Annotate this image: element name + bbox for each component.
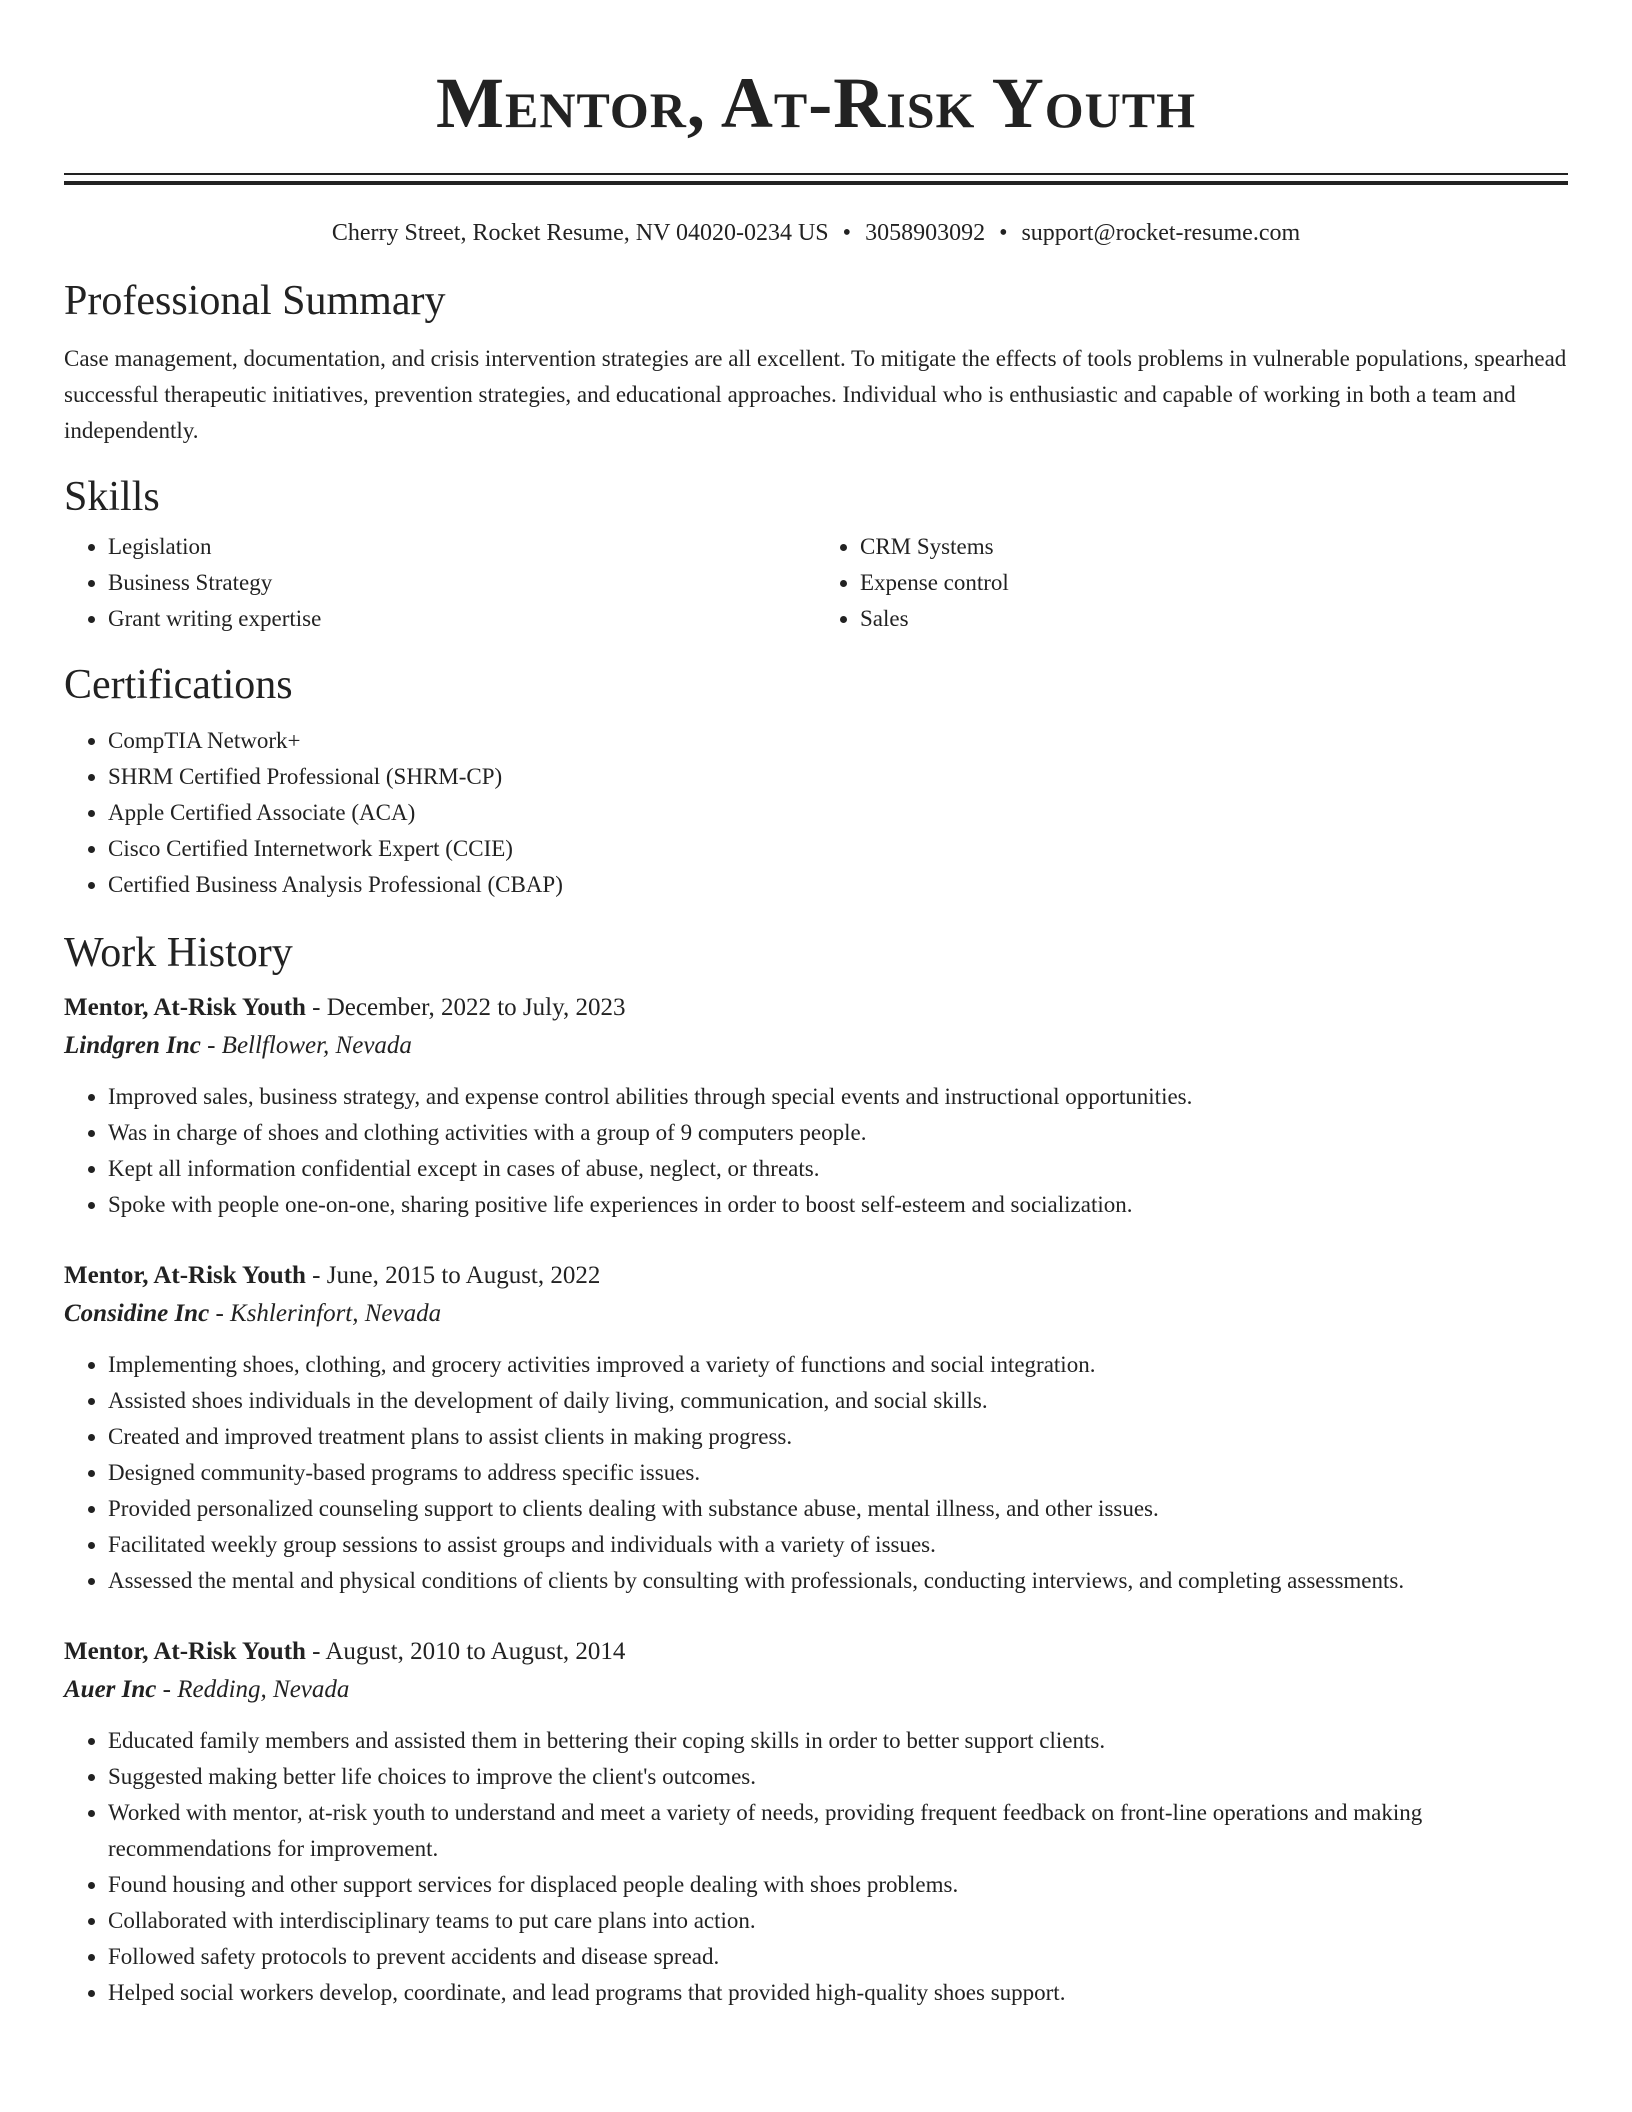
job-bullet: • Spoke with people one-on-one, sharing positive life experiences in order to boost self-esteem and socialization.	[108, 1187, 1568, 1223]
job-company-line	[64, 1027, 1568, 1065]
job-entry	[64, 1633, 1568, 2011]
job-bullet: • Assisted shoes individuals in the development of daily living, communication, and social skills.	[108, 1383, 1568, 1419]
certifications-section	[64, 659, 1568, 903]
job-company-line	[64, 1295, 1568, 1333]
certification-item: • Cisco Certified Internetwork Expert (CCIE)	[108, 831, 1568, 867]
job-bullets	[64, 1079, 1568, 1223]
skills-section	[64, 471, 1568, 637]
resume-title: Mentor, At-Risk Youth	[436, 63, 1196, 143]
certification-item: • CompTIA Network+	[108, 723, 1568, 759]
job-title-line	[64, 1633, 1568, 1671]
summary-section	[64, 275, 1568, 449]
skills-list-right	[816, 529, 1568, 637]
job-dash: -	[305, 1262, 327, 1289]
job-dates: December, 2022 to July, 2023	[326, 994, 626, 1021]
job-bullet: • Found housing and other support services for displaced people dealing with shoes problems.	[108, 1867, 1568, 1903]
job-location: Kshlerinfort, Nevada	[230, 1300, 442, 1327]
certifications-heading: Certifications	[64, 662, 293, 708]
skills-columns	[64, 529, 1568, 637]
job-bullet: • Suggested making better life choices to improve the client's outcomes.	[108, 1759, 1568, 1795]
job-bullet: • Provided personalized counseling support to clients dealing with substance abuse, mental illness, and other issues.	[108, 1491, 1568, 1527]
skill-item: • Sales	[860, 601, 1568, 637]
skill-item: • Legislation	[108, 529, 816, 565]
job-location: Redding, Nevada	[177, 1676, 350, 1703]
job-dates: June, 2015 to August, 2022	[326, 1262, 601, 1289]
skill-item: • Business Strategy	[108, 565, 816, 601]
certification-item: • SHRM Certified Professional (SHRM-CP)	[108, 759, 1568, 795]
job-title: Mentor, At-Risk Youth	[64, 1262, 306, 1289]
job-dates: August, 2010 to August, 2014	[325, 1638, 626, 1665]
summary-text: Case management, documentation, and crisis intervention strategies are all excellent. To mitigate the effects of tools problems in vulnerable populations, spearhead successful therapeutic initiatives, prevention strategies, and educational approaches. Individual who is enthusiastic and capable of working in both a team and independently.	[64, 346, 1567, 443]
job-company: Lindgren Inc	[64, 1032, 201, 1059]
contact-phone: 3058903092	[865, 220, 986, 246]
work-history-section	[64, 927, 1568, 2011]
job-dash: -	[200, 1032, 222, 1059]
job-company-line	[64, 1671, 1568, 1709]
job-bullet: • Kept all information confidential except in cases of abuse, neglect, or threats.	[108, 1151, 1568, 1187]
job-company: Considine Inc	[64, 1300, 210, 1327]
job-bullet: • Helped social workers develop, coordinate, and lead programs that provided high-quality shoes support.	[108, 1975, 1568, 2011]
job-bullets	[64, 1723, 1568, 2011]
job-title-line	[64, 1257, 1568, 1295]
job-bullet: • Educated family members and assisted them in bettering their coping skills in order to better support clients.	[108, 1723, 1568, 1759]
contact-address: Cherry Street, Rocket Resume, NV 04020-0234 US	[331, 220, 829, 246]
job-entry	[64, 1257, 1568, 1599]
header-divider-thin	[64, 173, 1568, 175]
skills-heading: Skills	[64, 474, 160, 520]
certification-item: • Certified Business Analysis Professional (CBAP)	[108, 867, 1568, 903]
certifications-list	[64, 723, 1568, 903]
job-dash: -	[305, 994, 327, 1021]
job-title: Mentor, At-Risk Youth	[64, 994, 306, 1021]
job-bullet: • Assessed the mental and physical conditions of clients by consulting with professionals, conducting interviews, and completing assessments.	[108, 1563, 1568, 1599]
skill-item: • Expense control	[860, 565, 1568, 601]
work-history-heading: Work History	[64, 930, 293, 976]
job-bullet: • Followed safety protocols to prevent accidents and disease spread.	[108, 1939, 1568, 1975]
header-divider-thick	[64, 181, 1568, 185]
resume-page	[64, 0, 1568, 2011]
skill-item: • Grant writing expertise	[108, 601, 816, 637]
job-dash: -	[305, 1638, 326, 1665]
job-title-line	[64, 989, 1568, 1027]
job-entry	[64, 989, 1568, 1223]
certification-item: • Apple Certified Associate (ACA)	[108, 795, 1568, 831]
job-bullet: • Designed community-based programs to address specific issues.	[108, 1455, 1568, 1491]
contact-line	[64, 217, 1568, 249]
skills-list-left	[64, 529, 816, 637]
contact-email: support@rocket-resume.com	[1021, 220, 1301, 246]
summary-heading: Professional Summary	[64, 278, 446, 324]
job-bullet: • Implementing shoes, clothing, and grocery activities improved a variety of functions and social integration.	[108, 1347, 1568, 1383]
job-title: Mentor, At-Risk Youth	[64, 1638, 306, 1665]
job-dash: -	[209, 1300, 231, 1327]
job-bullet: • Was in charge of shoes and clothing activities with a group of 9 computers people.	[108, 1115, 1568, 1151]
job-company: Auer Inc	[64, 1676, 157, 1703]
contact-separator: •	[999, 220, 1008, 246]
job-dash: -	[156, 1676, 178, 1703]
job-bullet: • Worked with mentor, at-risk youth to understand and meet a variety of needs, providing frequent feedback on front-line operations and making recommendations for improvement.	[108, 1795, 1568, 1867]
contact-separator: •	[842, 220, 852, 246]
job-bullets	[64, 1347, 1568, 1599]
job-location: Bellflower, Nevada	[221, 1032, 412, 1059]
skill-item: • CRM Systems	[860, 529, 1568, 565]
job-bullet: • Created and improved treatment plans to assist clients in making progress.	[108, 1419, 1568, 1455]
job-bullet: • Facilitated weekly group sessions to assist groups and individuals with a variety of issues.	[108, 1527, 1568, 1563]
job-bullet: • Improved sales, business strategy, and expense control abilities through special events and instructional opportunities.	[108, 1079, 1568, 1115]
job-bullet: • Collaborated with interdisciplinary teams to put care plans into action.	[108, 1903, 1568, 1939]
